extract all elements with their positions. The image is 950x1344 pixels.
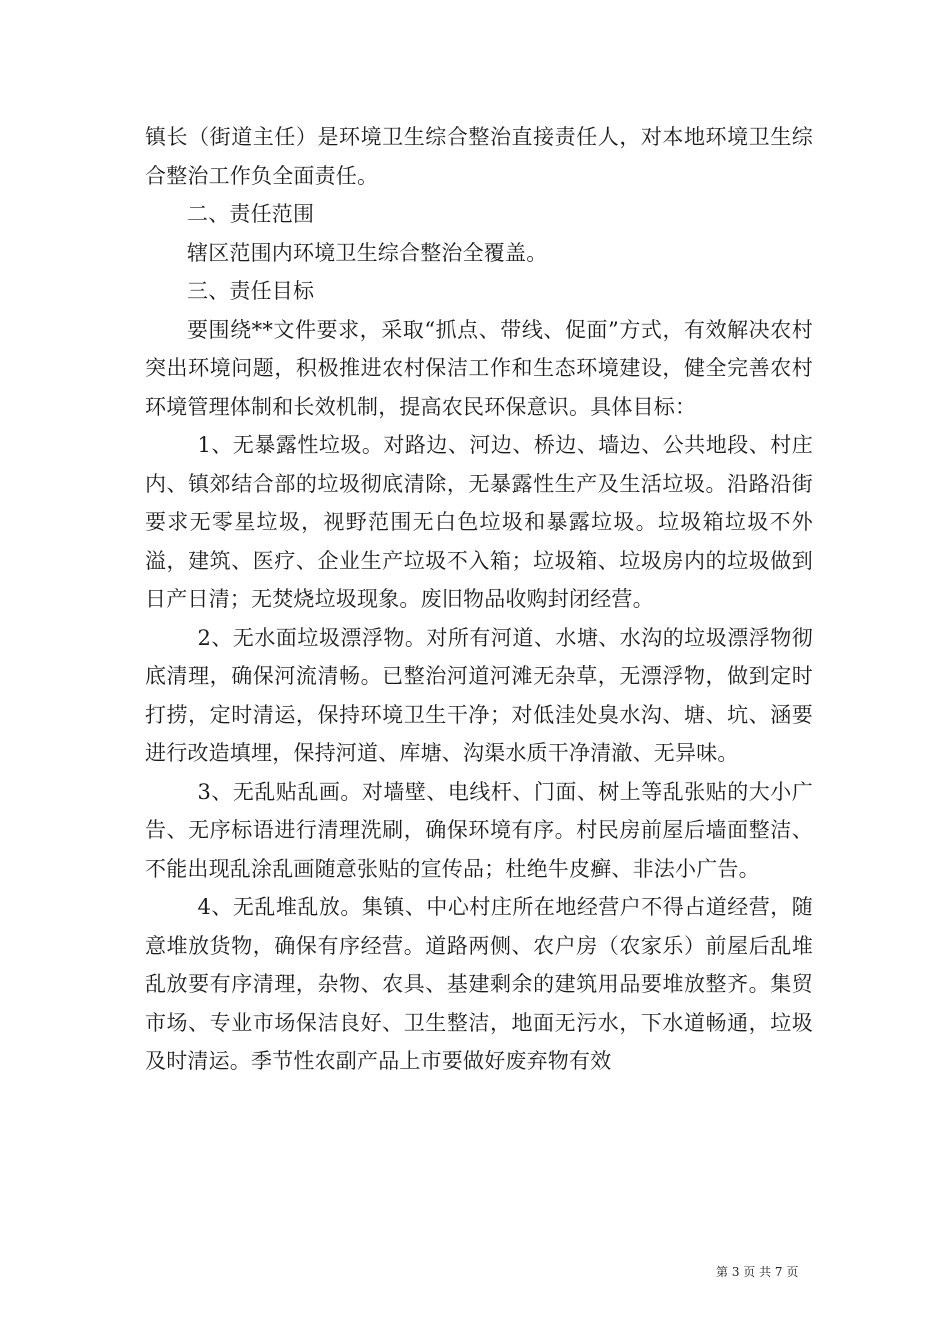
paragraph-goal-2: 2、无水面垃圾漂浮物。对所有河道、水塘、水沟的垃圾漂浮物彻底清理，确保河流清畅。已整治河道河滩无杂草，无漂浮物，做到定时打捞，定时清运，保持环境卫生干净；对低洼处臭水沟、塘、坑、涵要进行改造填埋，保持河道、库塘、沟渠水质干净清澈、无异味。 <box>145 625 813 765</box>
paragraph-responsibility-person: 镇长（街道主任）是环境卫生综合整治直接责任人，对本地环境卫生综合整治工作负全面责任。 <box>145 125 813 188</box>
paragraph-goal-3: 3、无乱贴乱画。对墙壁、电线杆、门面、树上等乱张贴的大小广告、无序标语进行清理洗刷，确保环境有序。村民房前屋后墙面整洁、不能出现乱涂乱画随意张贴的宣传品；杜绝牛皮癣、非法小广告。 <box>145 779 813 881</box>
page-number-footer: 第 3 页 共 7 页 <box>716 1265 799 1279</box>
paragraph-goal-4: 4、无乱堆乱放。集镇、中心村庄所在地经营户不得占道经营，随意堆放货物，确保有序经营。道路两侧、农户房（农家乐）前屋后乱堆乱放要有序清理，杂物、农具、基建剩余的建筑用品要堆放整齐。集贸市场、专业市场保洁良好、卫生整洁，地面无污水，下水道畅通，垃圾及时清运。季节性农副产品上市要做好废弃物有效 <box>145 895 813 1073</box>
document-body <box>145 118 813 1081</box>
paragraph-scope: 辖区范围内环境卫生综合整治全覆盖。 <box>187 240 548 265</box>
heading-responsibility-goals: 三、责任目标 <box>187 279 315 303</box>
paragraph-goals-intro: 要围绕**文件要求，采取“抓点、带线、促面”方式，有效解决农村突出环境问题，积极推进农村保洁工作和生态环境建设，健全完善农村环境管理体制和长效机制，提高农民环保意识。具体目标： <box>145 317 813 419</box>
heading-responsibility-scope: 二、责任范围 <box>187 202 315 226</box>
paragraph-goal-1: 1、无暴露性垃圾。对路边、河边、桥边、墙边、公共地段、村庄内、镇郊结合部的垃圾彻底清除，无暴露性生产及生活垃圾。沿路沿街要求无零星垃圾，视野范围无白色垃圾和暴露垃圾。垃圾箱垃圾不外溢，建筑、医疗、企业生产垃圾不入箱；垃圾箱、垃圾房内的垃圾做到日产日清；无焚烧垃圾现象。废旧物品收购封闭经营。 <box>145 433 813 611</box>
